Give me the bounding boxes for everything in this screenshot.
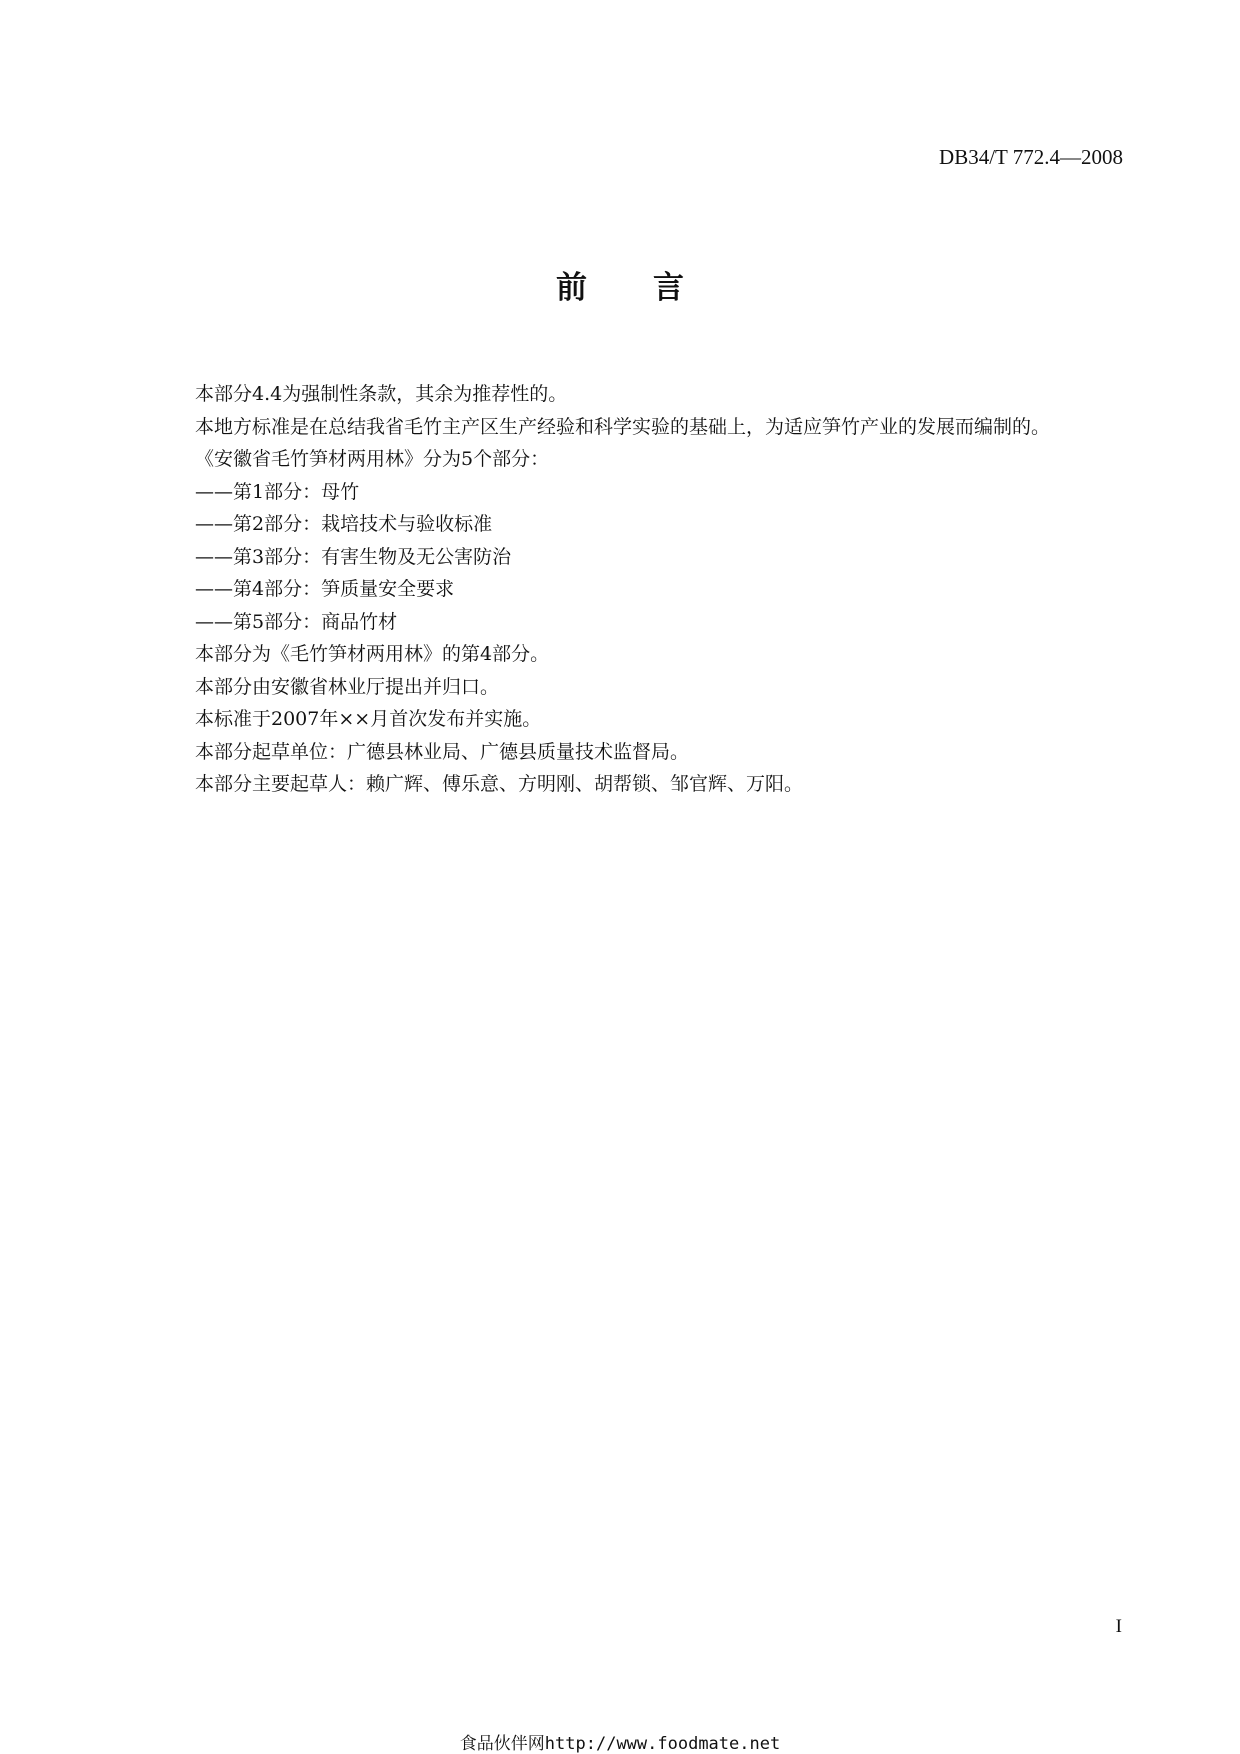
list-item-part-4: ——第4部分：笋质量安全要求 [195, 578, 455, 600]
page-number: I [1115, 1616, 1122, 1637]
list-item-part-1: ——第1部分：母竹 [195, 480, 360, 503]
foreword-body [150, 378, 1124, 801]
standard-code: DB34/T 772.4—2008 [939, 145, 1123, 169]
paragraph-purpose: 本地方标准是在总结我省毛竹主产区生产经验和科学实验的基础上，为适应笋竹产业的发展而编制的。 [195, 415, 1051, 438]
list-item-part-3: ——第3部分：有害生物及无公害防治 [195, 545, 512, 568]
title-char-1: 前 [556, 270, 587, 306]
list-item-part-2: ——第2部分：栽培技术与验收标准 [195, 513, 493, 535]
paragraph-drafters: 本部分主要起草人：赖广辉、傅乐意、方明刚、胡帮锁、邹官辉、万阳。 [195, 773, 804, 795]
paragraph-this-part: 本部分为《毛竹笋材两用林》的第4部分。 [195, 643, 550, 665]
paragraph-drafting-units: 本部分起草单位：广德县林业局、广德县质量技术监督局。 [195, 740, 690, 763]
paragraph-mandatory-clause: 本部分4.4为强制性条款，其余为推荐性的。 [195, 383, 568, 405]
title-char-2: 言 [653, 270, 684, 306]
footer-watermark: 食品伙伴网http://www.foodmate.net [459, 1734, 781, 1754]
paragraph-proposer: 本部分由安徽省林业厅提出并归口。 [195, 675, 500, 698]
paragraph-release: 本标准于2007年××月首次发布并实施。 [195, 708, 542, 730]
list-item-part-5: ——第5部分：商品竹材 [195, 610, 398, 633]
page-title [0, 262, 1240, 307]
paragraph-parts-intro: 《安徽省毛竹笋材两用林》分为5个部分： [195, 448, 550, 470]
